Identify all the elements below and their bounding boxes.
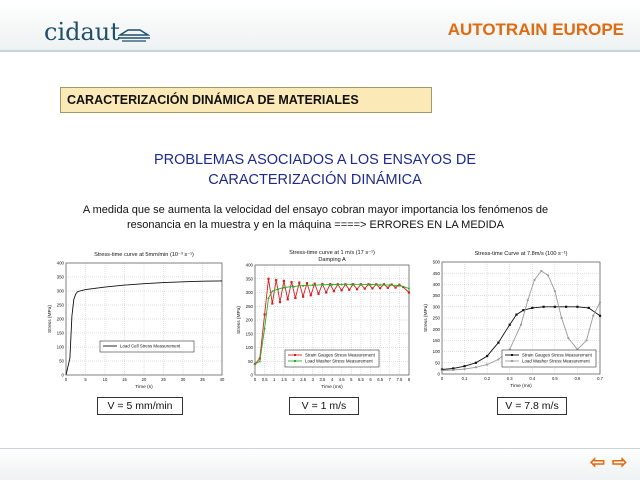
cidaut-logo: cidaut xyxy=(44,18,120,46)
data-point xyxy=(567,337,569,339)
legend-marker xyxy=(294,354,296,356)
footer-divider xyxy=(0,448,640,449)
legend-marker xyxy=(511,360,513,362)
y-tick-label: 100 xyxy=(245,345,253,351)
velocity-label-1: V = 5 mm/min xyxy=(97,397,183,415)
data-point xyxy=(283,280,285,282)
x-tick-label: 3 xyxy=(311,377,314,382)
data-point xyxy=(531,307,533,309)
data-point xyxy=(540,270,542,272)
x-tick-label: 6 xyxy=(369,377,372,382)
data-point xyxy=(554,306,556,308)
data-point xyxy=(533,279,535,281)
data-point xyxy=(279,301,281,303)
data-point xyxy=(314,283,316,285)
y-tick-label: 400 xyxy=(432,282,440,287)
chart-5mm-min xyxy=(38,249,228,389)
legend-marker xyxy=(294,360,296,362)
y-tick-label: 400 xyxy=(56,260,64,266)
x-tick-label: 7 xyxy=(388,377,391,382)
data-point xyxy=(486,363,488,365)
brand-title: AUTOTRAIN EUROPE xyxy=(447,20,624,39)
y-tick-label: 0 xyxy=(437,371,440,377)
chart-7-8m-s-svg xyxy=(420,248,606,390)
data-point xyxy=(509,324,511,326)
data-point xyxy=(588,307,590,309)
car-icon xyxy=(118,26,150,44)
data-point xyxy=(452,369,454,371)
data-point xyxy=(271,302,273,304)
y-tick-label: 50 xyxy=(59,358,64,364)
data-point xyxy=(317,293,319,295)
y-tick-label: 250 xyxy=(56,302,64,308)
x-tick-label: 0.1 xyxy=(461,376,468,381)
x-tick-label: 0.3 xyxy=(506,376,513,381)
data-point xyxy=(310,294,312,296)
y-tick-label: 200 xyxy=(56,316,64,322)
x-axis-label: Time (s) xyxy=(135,385,153,389)
data-point xyxy=(302,296,304,298)
data-point xyxy=(259,360,261,362)
x-tick-label: 5.5 xyxy=(357,377,364,382)
data-point xyxy=(441,370,443,372)
chart-legend xyxy=(100,341,194,352)
x-tick-label: 10 xyxy=(102,377,108,382)
x-tick-label: 1 xyxy=(273,377,276,382)
x-tick-label: 35 xyxy=(200,377,205,382)
data-point xyxy=(325,291,327,293)
velocity-label-3: V = 7.8 m/s xyxy=(497,397,567,415)
data-point xyxy=(561,317,563,319)
chart-title: Stress-time Curve at 7.8m/s (100 s⁻¹) xyxy=(474,251,568,257)
data-point xyxy=(394,286,396,288)
y-tick-label: 350 xyxy=(432,293,440,299)
y-tick-label: 350 xyxy=(245,276,253,282)
x-axis-label: Time (ms) xyxy=(321,385,343,389)
chart-title: Stress-time curve at 5mm/min (10⁻³ s⁻¹) xyxy=(94,252,194,258)
x-tick-label: 5 xyxy=(350,377,353,382)
x-axis-label: Time (ms) xyxy=(510,384,532,389)
x-tick-label: 0.2 xyxy=(484,376,491,381)
y-tick-label: 400 xyxy=(245,262,253,268)
x-tick-label: 3.5 xyxy=(319,377,326,382)
data-point xyxy=(408,291,410,293)
data-point xyxy=(475,362,477,364)
data-point xyxy=(294,297,296,299)
x-tick-label: 40 xyxy=(219,377,225,382)
x-tick-label: 5 xyxy=(84,377,87,382)
main-heading: PROBLEMAS ASOCIADOS A LOS ENSAYOS DE CARACTERIZACIÓN DINÁMICA xyxy=(153,152,477,188)
y-tick-label: 100 xyxy=(432,349,440,355)
y-axis-label: Stress (MPa) xyxy=(48,305,53,333)
y-tick-label: 500 xyxy=(432,259,440,265)
data-point xyxy=(592,315,594,317)
x-tick-label: 20 xyxy=(141,377,147,382)
data-point xyxy=(267,278,269,280)
y-tick-label: 50 xyxy=(435,360,440,366)
data-point xyxy=(475,366,477,368)
data-point xyxy=(290,281,292,283)
data-point xyxy=(515,314,517,316)
chart-subtitle: Damping A xyxy=(318,257,346,263)
y-tick-label: 300 xyxy=(432,304,440,310)
data-point xyxy=(497,342,499,344)
y-tick-label: 150 xyxy=(432,338,440,343)
body-text: A medida que se aumenta la velocidad del ensayo cobran mayor importancia los fenómenos de resonancia en la muestra y en la máquina ====> ERRORES EN LA MEDIDA xyxy=(82,204,549,231)
data-point xyxy=(554,290,556,292)
data-point xyxy=(333,290,335,292)
section-box xyxy=(60,87,432,113)
x-tick-label: 0.5 xyxy=(261,377,268,382)
data-point xyxy=(599,315,601,317)
arrow-left-icon[interactable]: ⇦ xyxy=(590,452,606,472)
data-point xyxy=(387,287,389,289)
data-point xyxy=(527,299,529,301)
data-point xyxy=(497,358,499,360)
data-point xyxy=(522,309,524,311)
data-point xyxy=(585,339,587,341)
x-tick-label: 0.5 xyxy=(551,376,558,381)
y-tick-label: 100 xyxy=(56,344,64,350)
y-tick-label: 0 xyxy=(250,372,253,378)
data-point xyxy=(379,287,381,289)
x-tick-label: 2.5 xyxy=(300,377,307,382)
legend-entry: Strain Gauges Stress Measurement xyxy=(305,352,375,358)
chart-legend xyxy=(502,350,596,367)
data-point xyxy=(364,288,366,290)
x-tick-label: 4.5 xyxy=(338,377,345,382)
y-tick-label: 300 xyxy=(245,290,253,296)
chart-title: Stress-time curve at 1 m/s (17 s⁻¹) xyxy=(289,250,375,256)
data-point xyxy=(520,324,522,326)
footer-bar xyxy=(0,448,640,480)
x-tick-label: 25 xyxy=(161,377,166,382)
legend-marker xyxy=(511,354,513,356)
x-tick-label: 0.7 xyxy=(597,376,603,381)
velocity-label-2: V = 1 m/s xyxy=(289,397,359,415)
x-tick-label: 1.5 xyxy=(280,377,287,382)
x-tick-label: 0.4 xyxy=(529,376,536,381)
data-point xyxy=(547,274,549,276)
y-axis-label: Stress (MPa) xyxy=(237,306,242,334)
x-tick-label: 30 xyxy=(180,377,186,382)
data-point xyxy=(576,306,578,308)
x-tick-label: 7.5 xyxy=(396,377,403,382)
x-tick-label: 0.6 xyxy=(574,376,581,381)
data-point xyxy=(486,355,488,357)
chart-1m-s xyxy=(233,247,413,389)
x-tick-label: 0 xyxy=(64,377,68,382)
legend-entry: Strain Gauges Stress Measurement xyxy=(522,352,592,358)
x-tick-label: 6.5 xyxy=(377,377,384,382)
arrow-right-icon[interactable]: ⇨ xyxy=(612,452,628,472)
y-tick-label: 250 xyxy=(245,303,253,309)
x-tick-label: 0 xyxy=(253,377,257,382)
data-point xyxy=(356,288,358,290)
data-point xyxy=(263,327,265,329)
y-tick-label: 450 xyxy=(432,270,440,276)
x-tick-label: 2 xyxy=(292,377,295,382)
chart-legend xyxy=(285,350,379,367)
data-point xyxy=(463,365,465,367)
chart-1m-s-svg xyxy=(233,247,413,389)
data-point xyxy=(306,282,308,284)
data-point xyxy=(542,306,544,308)
y-tick-label: 50 xyxy=(248,358,253,364)
y-tick-label: 250 xyxy=(432,315,440,321)
y-tick-label: 150 xyxy=(56,330,64,336)
legend-entry: Load Washer Stress Measurement xyxy=(305,358,373,364)
x-tick-label: 0 xyxy=(440,376,444,381)
data-point xyxy=(341,289,343,291)
data-point xyxy=(599,301,601,303)
y-tick-label: 150 xyxy=(245,331,253,337)
data-point xyxy=(287,298,289,300)
data-point xyxy=(275,279,277,281)
chart-5mm-min-svg xyxy=(38,249,228,389)
section-title: CARACTERIZACIÓN DINÁMICA DE MATERIALES xyxy=(67,93,359,107)
x-tick-label: 4 xyxy=(330,377,334,382)
y-tick-label: 0 xyxy=(61,372,64,378)
data-point xyxy=(371,287,373,289)
y-tick-label: 200 xyxy=(245,317,253,323)
data-point xyxy=(298,282,300,284)
chart-7-8m-s xyxy=(420,248,606,390)
data-point xyxy=(264,313,266,315)
data-point xyxy=(348,289,350,291)
y-tick-label: 300 xyxy=(56,288,64,294)
y-tick-label: 200 xyxy=(432,326,440,332)
legend-entry: Load Cell Stress Measurement xyxy=(120,343,181,349)
data-point xyxy=(463,368,465,370)
legend-entry: Load Washer Stress Measurement xyxy=(522,358,590,364)
data-point xyxy=(565,306,567,308)
x-tick-label: 8 xyxy=(407,377,411,382)
y-tick-label: 350 xyxy=(56,274,64,280)
x-tick-label: 15 xyxy=(122,377,127,382)
y-axis-label: Stress (MPa) xyxy=(424,304,429,332)
